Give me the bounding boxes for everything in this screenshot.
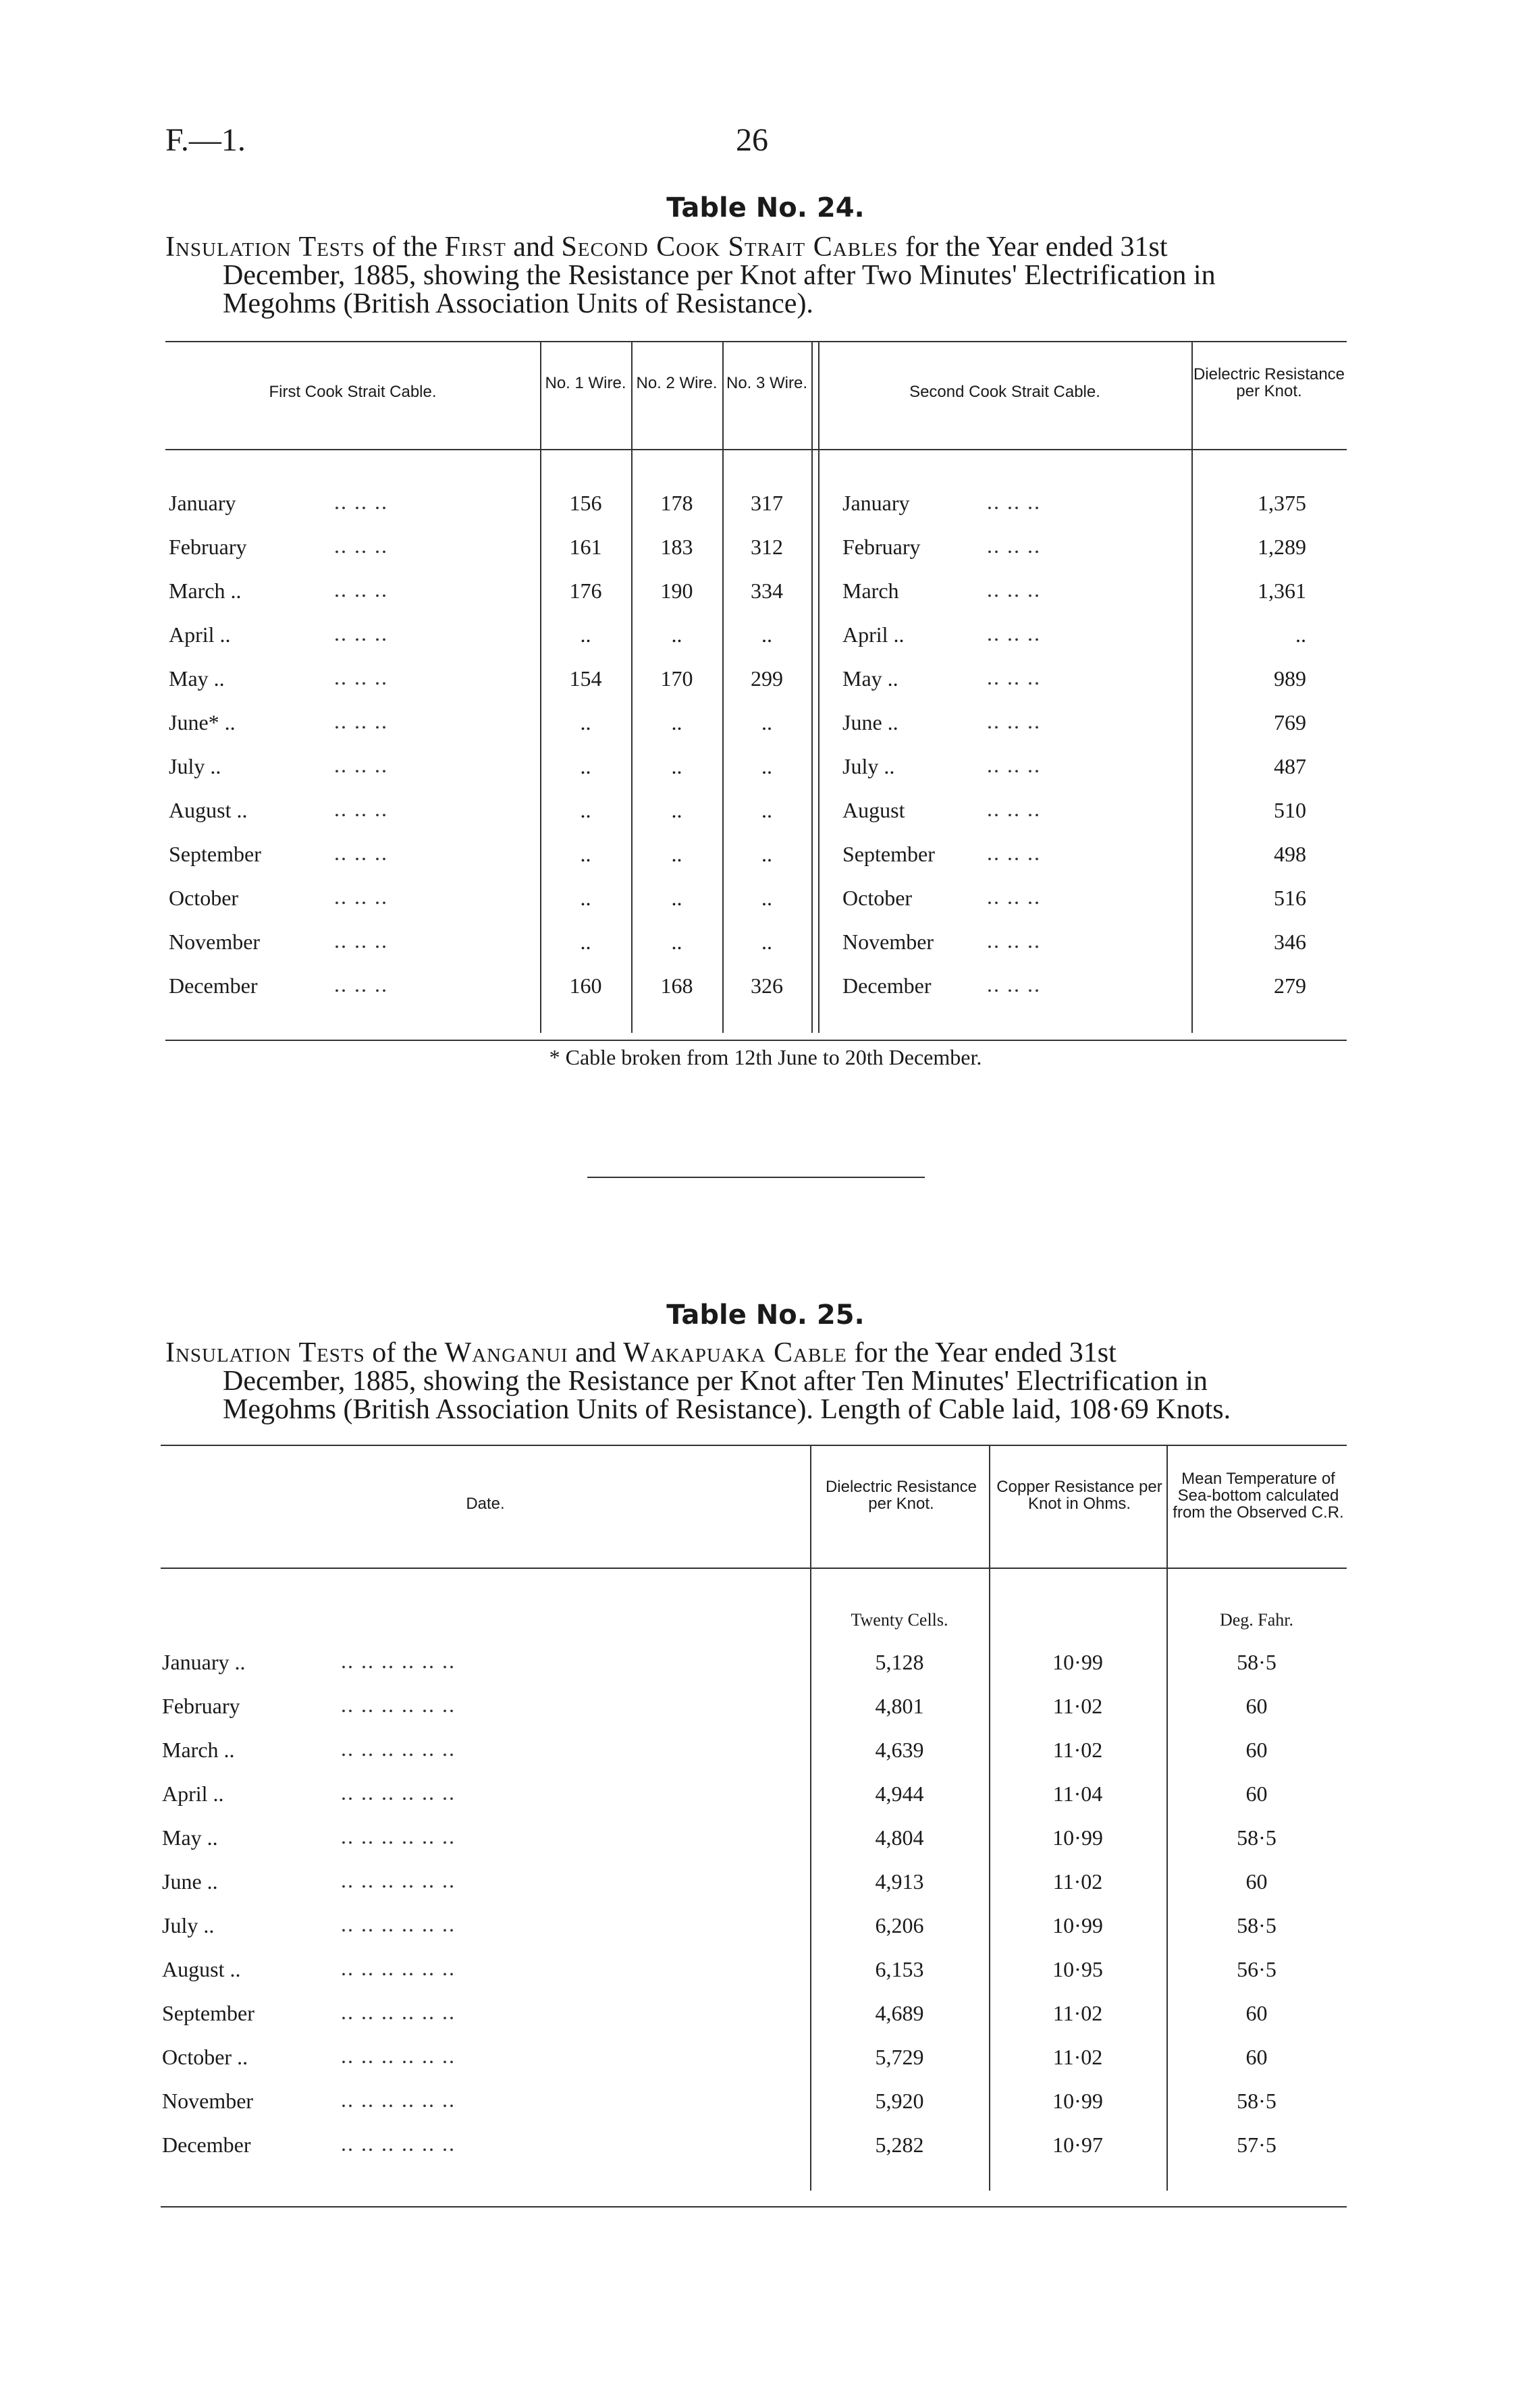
table24-no3-value: .. [761,930,772,954]
table24-no3-value: 334 [751,579,783,603]
table25-copper-value: 10·99 [1052,1650,1103,1674]
table25-temperature-value: 60 [1245,1869,1268,1894]
table25-copper-value: 10·99 [1052,1825,1103,1850]
table24-header-dielectric: Dielectric Resistance per Knot. [1193,365,1345,400]
table24-leader-dots2: .. .. .. [987,928,1041,953]
table24-caption-line1: Insulation Tests of the First and Second Cook Strait Cables for the Year ended 31st [165,232,1168,263]
table25-temperature-value: 60 [1245,2045,1268,2069]
table24-dielectric-value: 346 [1274,930,1306,954]
table25-unit-dielectric: Twenty Cells. [851,1610,948,1630]
table24-dielectric-value: 1,361 [1258,579,1306,603]
table24-month: May .. [169,666,225,691]
table24-no1-value: .. [580,798,591,822]
table25-month: October .. [162,2045,248,2069]
table24-no3-value: .. [761,842,772,866]
table25-header-dielectric: Dielectric Resistance per Knot. [825,1478,977,1513]
table24-month2: August [842,798,905,822]
table25-unit-temperature: Deg. Fahr. [1219,1610,1294,1630]
table24-no1-value: 161 [569,535,602,559]
table24-dielectric-value: 279 [1274,973,1306,998]
table24-no3-value: .. [761,798,772,822]
table25-column-rule [810,1445,811,2191]
table25-leader-dots: .. .. .. .. .. .. [341,2087,456,2112]
table25-header-copper: Copper Resistance per Knot in Ohms. [996,1478,1162,1513]
table24-leader-dots: .. .. .. [334,489,388,514]
table25-temperature-value: 58·5 [1237,2089,1277,2113]
table25-dielectric-value: 6,206 [875,1913,924,1937]
table24-column-rule [811,341,813,1033]
table24-column-rule [818,341,820,1033]
table25-month: February [162,1694,240,1718]
table24-leader-dots: .. .. .. [334,665,388,689]
table24-dielectric-value: 510 [1274,798,1306,822]
table25-dielectric-value: 4,804 [875,1825,924,1850]
table25-dielectric-value: 4,944 [875,1782,924,1806]
table24-dielectric-value: 1,289 [1258,535,1306,559]
table24-no1-value: .. [580,930,591,954]
table24-no1-value: .. [580,842,591,866]
table24-dielectric-value: 487 [1274,754,1306,778]
table25-copper-value: 11·02 [1052,2001,1103,2025]
table24-top-rule [165,341,1347,342]
table25-dielectric-value: 4,689 [875,2001,924,2025]
table24-leader-dots: .. .. .. [334,709,388,733]
page-number: 26 [736,122,768,158]
table25-caption-line2: December, 1885, showing the Resistance per Knot after Ten Minutes' Electrification in [223,1366,1208,1397]
table25-column-rule [989,1445,990,2191]
table24-no3-value: 326 [751,973,783,998]
table24-no2-value: .. [671,798,682,822]
table24-month: March .. [169,579,242,603]
table25-month: April .. [162,1782,224,1806]
table25-bottom-rule [161,2206,1347,2208]
table25-header-rule [161,1568,1347,1569]
table24-title: Table No. 24. [666,192,865,223]
table24-leader-dots2: .. .. .. [987,797,1041,821]
table24-month: August .. [169,798,248,822]
table25-header-temperature: Mean Temperature of Sea-bottom calculated from the Observed C.R. [1173,1470,1344,1522]
table25-dielectric-value: 4,801 [875,1694,924,1718]
table24-no3-value: 312 [751,535,783,559]
table24-month2: November [842,930,934,954]
table25-top-rule [161,1445,1347,1446]
table25-leader-dots: .. .. .. .. .. .. [341,1868,456,1892]
table24-leader-dots: .. .. .. [334,577,388,601]
table24-leader-dots2: .. .. .. [987,489,1041,514]
table24-no3-value: .. [761,886,772,910]
table24-no1-value: 154 [569,666,602,691]
table24-dielectric-value: 516 [1274,886,1306,910]
table24-no1-value: 160 [569,973,602,998]
table24-no2-value: 183 [660,535,693,559]
table25-temperature-value: 60 [1245,1694,1268,1718]
table24-caption [165,233,1350,318]
table25-dielectric-value: 4,639 [875,1738,924,1762]
table25-temperature-value: 60 [1245,1738,1268,1762]
table24-month2: July .. [842,754,895,778]
table25-leader-dots: .. .. .. .. .. .. [341,2000,456,2024]
table24-no1-value: .. [580,622,591,647]
table24-leader-dots2: .. .. .. [987,621,1041,645]
table25-leader-dots: .. .. .. .. .. .. [341,1956,456,1980]
table25-month: March .. [162,1738,235,1762]
table25-temperature-value: 57·5 [1237,2133,1277,2157]
table25-temperature-value: 58·5 [1237,1913,1277,1937]
table24-no2-value: .. [671,842,682,866]
table25-month: August .. [162,1957,241,1981]
table25-dielectric-value: 6,153 [875,1957,924,1981]
table24-month: December [169,973,258,998]
table25-month: May .. [162,1825,218,1850]
table24-leader-dots: .. .. .. [334,840,388,865]
table24-month2: October [842,886,913,910]
table25-dielectric-value: 5,128 [875,1650,924,1674]
table25-month: June .. [162,1869,218,1894]
table24-leader-dots: .. .. .. [334,928,388,953]
table25-caption-line1: Insulation Tests of the Wanganui and Wakapuaka Cable for the Year ended 31st [165,1337,1117,1368]
table24-month2: April .. [842,622,905,647]
table24-header-second-cable: Second Cook Strait Cable. [909,383,1100,401]
table25-leader-dots: .. .. .. .. .. .. [341,2131,456,2156]
table24-no3-value: 299 [751,666,783,691]
table24-leader-dots2: .. .. .. [987,884,1041,909]
table24-no1-value: .. [580,710,591,734]
table25-copper-value: 10·99 [1052,1913,1103,1937]
table24-no2-value: .. [671,930,682,954]
table24-no3-value: .. [761,622,772,647]
table24-no1-value: 156 [569,491,602,515]
table24-header-no2: No. 2 Wire. [636,374,718,392]
table24-caption-line2: December, 1885, showing the Resistance per Knot after Two Minutes' Electrification in [223,260,1216,291]
table24-leader-dots2: .. .. .. [987,709,1041,733]
table24-footnote: * Cable broken from 12th June to 20th December. [549,1045,982,1069]
table25-leader-dots: .. .. .. .. .. .. [341,1824,456,1848]
table25-copper-value: 10·95 [1052,1957,1103,1981]
table24-no1-value: 176 [569,579,602,603]
table25-month: January .. [162,1650,246,1674]
table24-month2: March [842,579,899,603]
table24-leader-dots: .. .. .. [334,797,388,821]
table25-column-rule [1166,1445,1168,2191]
table24-leader-dots2: .. .. .. [987,753,1041,777]
table24-header-first-cable: First Cook Strait Cable. [269,383,437,401]
table25-leader-dots: .. .. .. .. .. .. [341,1736,456,1761]
table25-copper-value: 11·02 [1052,1694,1103,1718]
table25-leader-dots: .. .. .. .. .. .. [341,2043,456,2068]
table25-dielectric-value: 5,729 [875,2045,924,2069]
table25-temperature-value: 60 [1245,1782,1268,1806]
table24-leader-dots2: .. .. .. [987,665,1041,689]
table25-dielectric-value: 5,920 [875,2089,924,2113]
table24-caption-line3: Megohms (British Association Units of Resistance). [223,288,813,319]
table25-leader-dots: .. .. .. .. .. .. [341,1912,456,1936]
table25-temperature-value: 56·5 [1237,1957,1277,1981]
table24-leader-dots2: .. .. .. [987,577,1041,601]
table24-leader-dots: .. .. .. [334,972,388,996]
table24-month: November [169,930,261,954]
table24-month2: May .. [842,666,898,691]
table24-month: January [169,491,236,515]
table24-leader-dots: .. .. .. [334,753,388,777]
table24-no3-value: .. [761,710,772,734]
table25-copper-value: 11·02 [1052,2045,1103,2069]
table24-month: July .. [169,754,221,778]
table24-month2: September [842,842,935,866]
table24-month: February [169,535,247,559]
table24-leader-dots: .. .. .. [334,621,388,645]
table24-month2: February [842,535,921,559]
table25-dielectric-value: 4,913 [875,1869,924,1894]
table24-no3-value: 317 [751,491,783,515]
table25-month: September [162,2001,254,2025]
table24-header-no3: No. 3 Wire. [726,374,808,392]
table24-month: April .. [169,622,231,647]
table25-copper-value: 10·99 [1052,2089,1103,2113]
table25-month: November [162,2089,254,2113]
table24-leader-dots2: .. .. .. [987,972,1041,996]
table24-dielectric-value: 1,375 [1258,491,1306,515]
table24-leader-dots2: .. .. .. [987,840,1041,865]
table24-no2-value: 170 [660,666,693,691]
table25-header-date: Date. [466,1495,505,1513]
table24-header-no1: No. 1 Wire. [545,374,626,392]
table24-dielectric-value: 498 [1274,842,1306,866]
table24-month: October [169,886,239,910]
table24-dielectric-value: 769 [1274,710,1306,734]
table25-leader-dots: .. .. .. .. .. .. [341,1780,456,1804]
table24-no2-value: 190 [660,579,693,603]
table24-dielectric-value: 989 [1274,666,1306,691]
table24-month: June* .. [169,710,236,734]
page-section-code: F.—1. [165,122,246,158]
table25-copper-value: 11·04 [1052,1782,1103,1806]
table24-no1-value: .. [580,754,591,778]
table24-no2-value: 168 [660,973,693,998]
table24-leader-dots2: .. .. .. [987,533,1041,558]
table25-copper-value: 11·02 [1052,1869,1103,1894]
table25-leader-dots: .. .. .. .. .. .. [341,1692,456,1717]
table24-no2-value: .. [671,754,682,778]
table25-temperature-value: 58·5 [1237,1650,1277,1674]
table24-dielectric-value: .. [1295,622,1306,647]
table25-month: December [162,2133,251,2157]
table25-month: July .. [162,1913,215,1937]
table25-caption-line3: Megohms (British Association Units of Resistance). Length of Cable laid, 108·69 Knots. [223,1394,1231,1425]
table24-leader-dots: .. .. .. [334,533,388,558]
table24-header-rule [165,449,1347,450]
table25-temperature-value: 60 [1245,2001,1268,2025]
table24-no2-value: .. [671,886,682,910]
table25-temperature-value: 58·5 [1237,1825,1277,1850]
table24-month2: June .. [842,710,898,734]
table24-no1-value: .. [580,886,591,910]
section-divider [587,1177,925,1178]
table24-month: September [169,842,261,866]
table25-title: Table No. 25. [666,1300,865,1331]
table24-no2-value: .. [671,622,682,647]
table24-no2-value: 178 [660,491,693,515]
table25-copper-value: 11·02 [1052,1738,1103,1762]
table24-no2-value: .. [671,710,682,734]
table24-leader-dots: .. .. .. [334,884,388,909]
table24-no3-value: .. [761,754,772,778]
table25-caption [165,1339,1350,1424]
table25-leader-dots: .. .. .. .. .. .. [341,1649,456,1673]
table24-month2: January [842,491,910,515]
table25-copper-value: 10·97 [1052,2133,1103,2157]
table24-bottom-rule [165,1040,1347,1041]
table25-dielectric-value: 5,282 [875,2133,924,2157]
table24-month2: December [842,973,932,998]
